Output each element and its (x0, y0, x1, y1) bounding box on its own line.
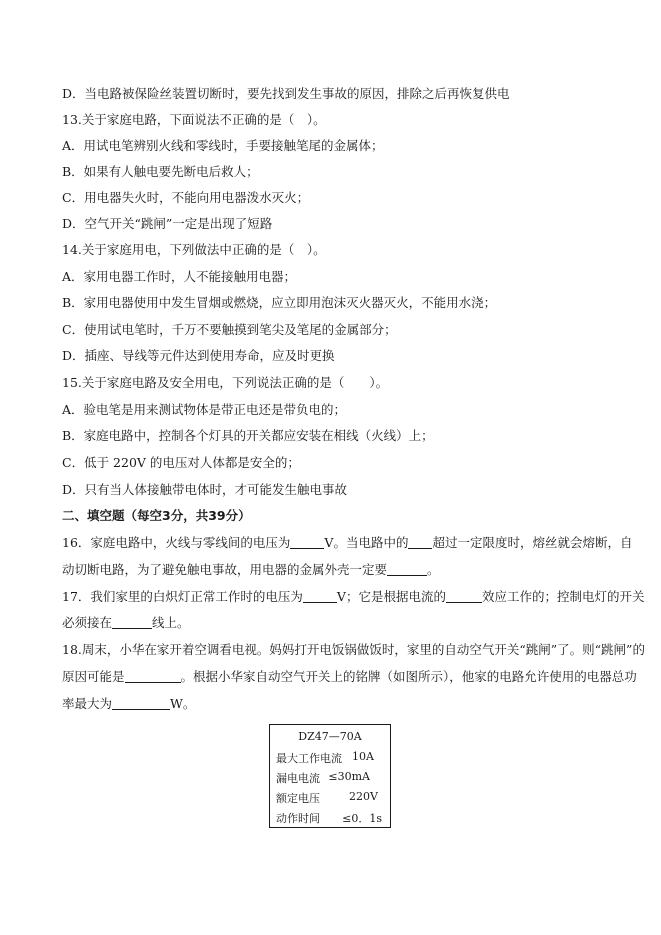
q16-text-2: V。当电路中的 (324, 535, 409, 550)
option-15a: A．验电笔是用来测试物体是带正电还是带负电的； (62, 402, 347, 417)
nameplate-key: 漏电电流 (276, 772, 320, 785)
q17-text-4: 必须接在 (62, 615, 113, 630)
question-17-line-2 (62, 615, 611, 631)
nameplate-row (276, 810, 384, 826)
nameplate-key: 最大工作电流 (276, 752, 342, 765)
question-16-line-1 (62, 535, 633, 551)
answer-blank-16-2[interactable] (408, 536, 432, 549)
question-16-line-2 (62, 562, 611, 578)
option-13c: C．用电器失火时，不能向用电器泼水灭火； (62, 190, 310, 205)
answer-blank-18-2[interactable] (112, 697, 170, 710)
q17-text-1: 17．我们家里的白炽灯正常工作时的电压为 (62, 589, 303, 604)
q16-text-4: 动切断电路，为了避免触电事故，用电器的金属外壳一定要 (62, 562, 388, 577)
answer-blank-18-1[interactable] (125, 670, 181, 683)
option-13a: A．用试电笔辨别火线和零线时，手要接触笔尾的金属体； (62, 138, 384, 153)
nameplate-row (276, 770, 384, 786)
nameplate-value: 10A (352, 750, 374, 763)
nameplate-value: ≤30mA (328, 770, 370, 783)
option-14d: D．插座、导线等元件达到使用寿命，应及时更换 (62, 348, 335, 363)
nameplate-value: ≤0．1s (342, 812, 382, 825)
question-17-line-1 (62, 589, 645, 605)
nameplate-value: 220V (349, 790, 378, 803)
option-14b: B．家用电器使用中发生冒烟或燃烧，应立即用泡沫灭火器灭火，不能用水浇； (62, 295, 497, 310)
nameplate-title: DZ47—70A (298, 730, 362, 743)
q18-text-2: 。根据小华家自动空气开关上的铭牌（如图所示），他家的电路允许使用的电器总功 (180, 669, 637, 684)
nameplate-key: 动作时间 (276, 812, 320, 825)
q18-text-1: 原因可能是 (62, 669, 125, 684)
option-12d: D．当电路被保险丝装置切断时，要先找到发生事故的原因，排除之后再恢复供电 (62, 86, 510, 101)
section-heading-fill-in: 二、填空题（每空3分，共39分） (62, 508, 251, 523)
answer-blank-17-3[interactable] (112, 616, 152, 629)
question-15: 15.关于家庭电路及安全用电，下列说法正确的是（ ）。 (62, 375, 389, 390)
question-18-line-2 (62, 669, 637, 685)
q17-text-2: V；它是根据电流的 (336, 589, 446, 604)
option-14a: A．家用电器工作时，人不能接触用电器； (62, 269, 297, 284)
q18-text-3: 率最大为 (62, 696, 113, 711)
nameplate-row (276, 790, 384, 806)
q17-text-5: 线上。 (152, 615, 190, 630)
q17-text-3: 效应工作的；控制电灯的开关 (481, 589, 645, 604)
answer-blank-17-1[interactable] (303, 590, 337, 603)
option-13d: D．空气开关“跳闸”一定是出现了短路 (62, 216, 273, 231)
q16-text-1: 16．家庭电路中，火线与零线间的电压为 (62, 535, 291, 550)
q18-text-4: W。 (170, 696, 196, 711)
question-18-line-3 (62, 696, 611, 712)
answer-blank-16-3[interactable] (387, 563, 427, 576)
question-18-line-1: 18.周末，小华在家开着空调看电视。妈妈打开电饭锅做饭时，家里的自动空气开关“跳闸”了。则“跳闸”的 (62, 642, 645, 657)
answer-blank-16-1[interactable] (290, 536, 324, 549)
q16-text-5: 。 (427, 562, 440, 577)
answer-blank-17-2[interactable] (446, 590, 482, 603)
q16-text-3: 超过一定限度时，熔丝就会熔断，自 (432, 535, 633, 550)
question-14: 14.关于家庭用电，下列做法中正确的是（ ）。 (62, 242, 326, 257)
option-15c: C．低于 220V 的电压对人体都是安全的； (62, 455, 300, 470)
question-13: 13.关于家庭电路，下面说法不正确的是（ ）。 (62, 112, 326, 127)
nameplate-key: 额定电压 (276, 792, 320, 805)
option-14c: C．使用试电笔时，千万不要触摸到笔尖及笔尾的金属部分； (62, 322, 397, 337)
nameplate-row (276, 750, 384, 766)
option-13b: B．如果有人触电要先断电后救人； (62, 164, 259, 179)
option-15d: D．只有当人体接触带电体时，才可能发生触电事故 (62, 482, 348, 497)
option-15b: B．家庭电路中，控制各个灯具的开关都应安装在相线（火线）上； (62, 428, 434, 443)
breaker-nameplate (269, 724, 391, 828)
